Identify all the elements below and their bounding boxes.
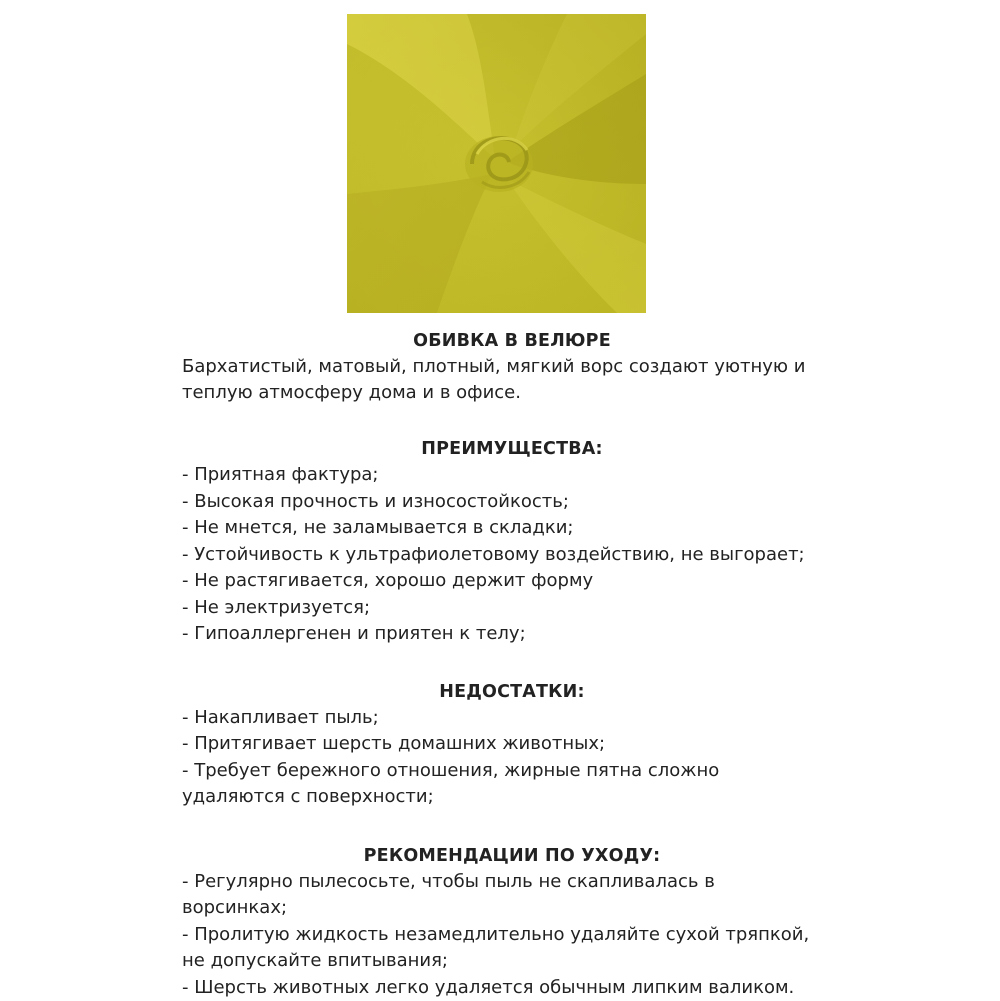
intro-line: Бархатистый, матовый, плотный, мягкий ворс создают уютную и (182, 354, 842, 380)
list-item: - Не мнется, не заламывается в складки; (182, 515, 842, 542)
description-block (182, 328, 842, 1001)
list-item: - Притягивает шерсть домашних животных; (182, 731, 842, 758)
list-item: ворсинках; (182, 895, 842, 922)
advantages-title: ПРЕИМУЩЕСТВА: (182, 436, 842, 462)
care-title: РЕКОМЕНДАЦИИ ПО УХОДУ: (182, 843, 842, 869)
list-item: - Шерсть животных легко удаляется обычным липким валиком. (182, 975, 842, 1001)
intro-title: ОБИВКА В ВЕЛЮРЕ (182, 328, 842, 354)
list-item: - Накапливает пыль; (182, 705, 842, 732)
list-item: - Высокая прочность и износостойкость; (182, 489, 842, 516)
list-item: удаляются с поверхности; (182, 784, 842, 811)
list-item: - Устойчивость к ультрафиолетовому воздействию, не выгорает; (182, 542, 842, 569)
advantages-list (182, 462, 842, 648)
intro-line: теплую атмосферу дома и в офисе. (182, 380, 842, 406)
fabric-swatch-image (347, 14, 646, 313)
disadvantages-title: НЕДОСТАТКИ: (182, 679, 842, 705)
care-list (182, 869, 842, 1001)
list-item: - Гипоаллергенен и приятен к телу; (182, 621, 842, 648)
list-item: - Пролитую жидкость незамедлительно удаляйте сухой тряпкой, (182, 922, 842, 949)
list-item: - Приятная фактура; (182, 462, 842, 489)
disadvantages-list (182, 705, 842, 811)
list-item: - Регулярно пылесосьте, чтобы пыль не скапливалась в (182, 869, 842, 896)
list-item: не допускайте впитывания; (182, 948, 842, 975)
list-item: - Требует бережного отношения, жирные пятна сложно (182, 758, 842, 785)
list-item: - Не растягивается, хорошо держит форму (182, 568, 842, 595)
list-item: - Не электризуется; (182, 595, 842, 622)
